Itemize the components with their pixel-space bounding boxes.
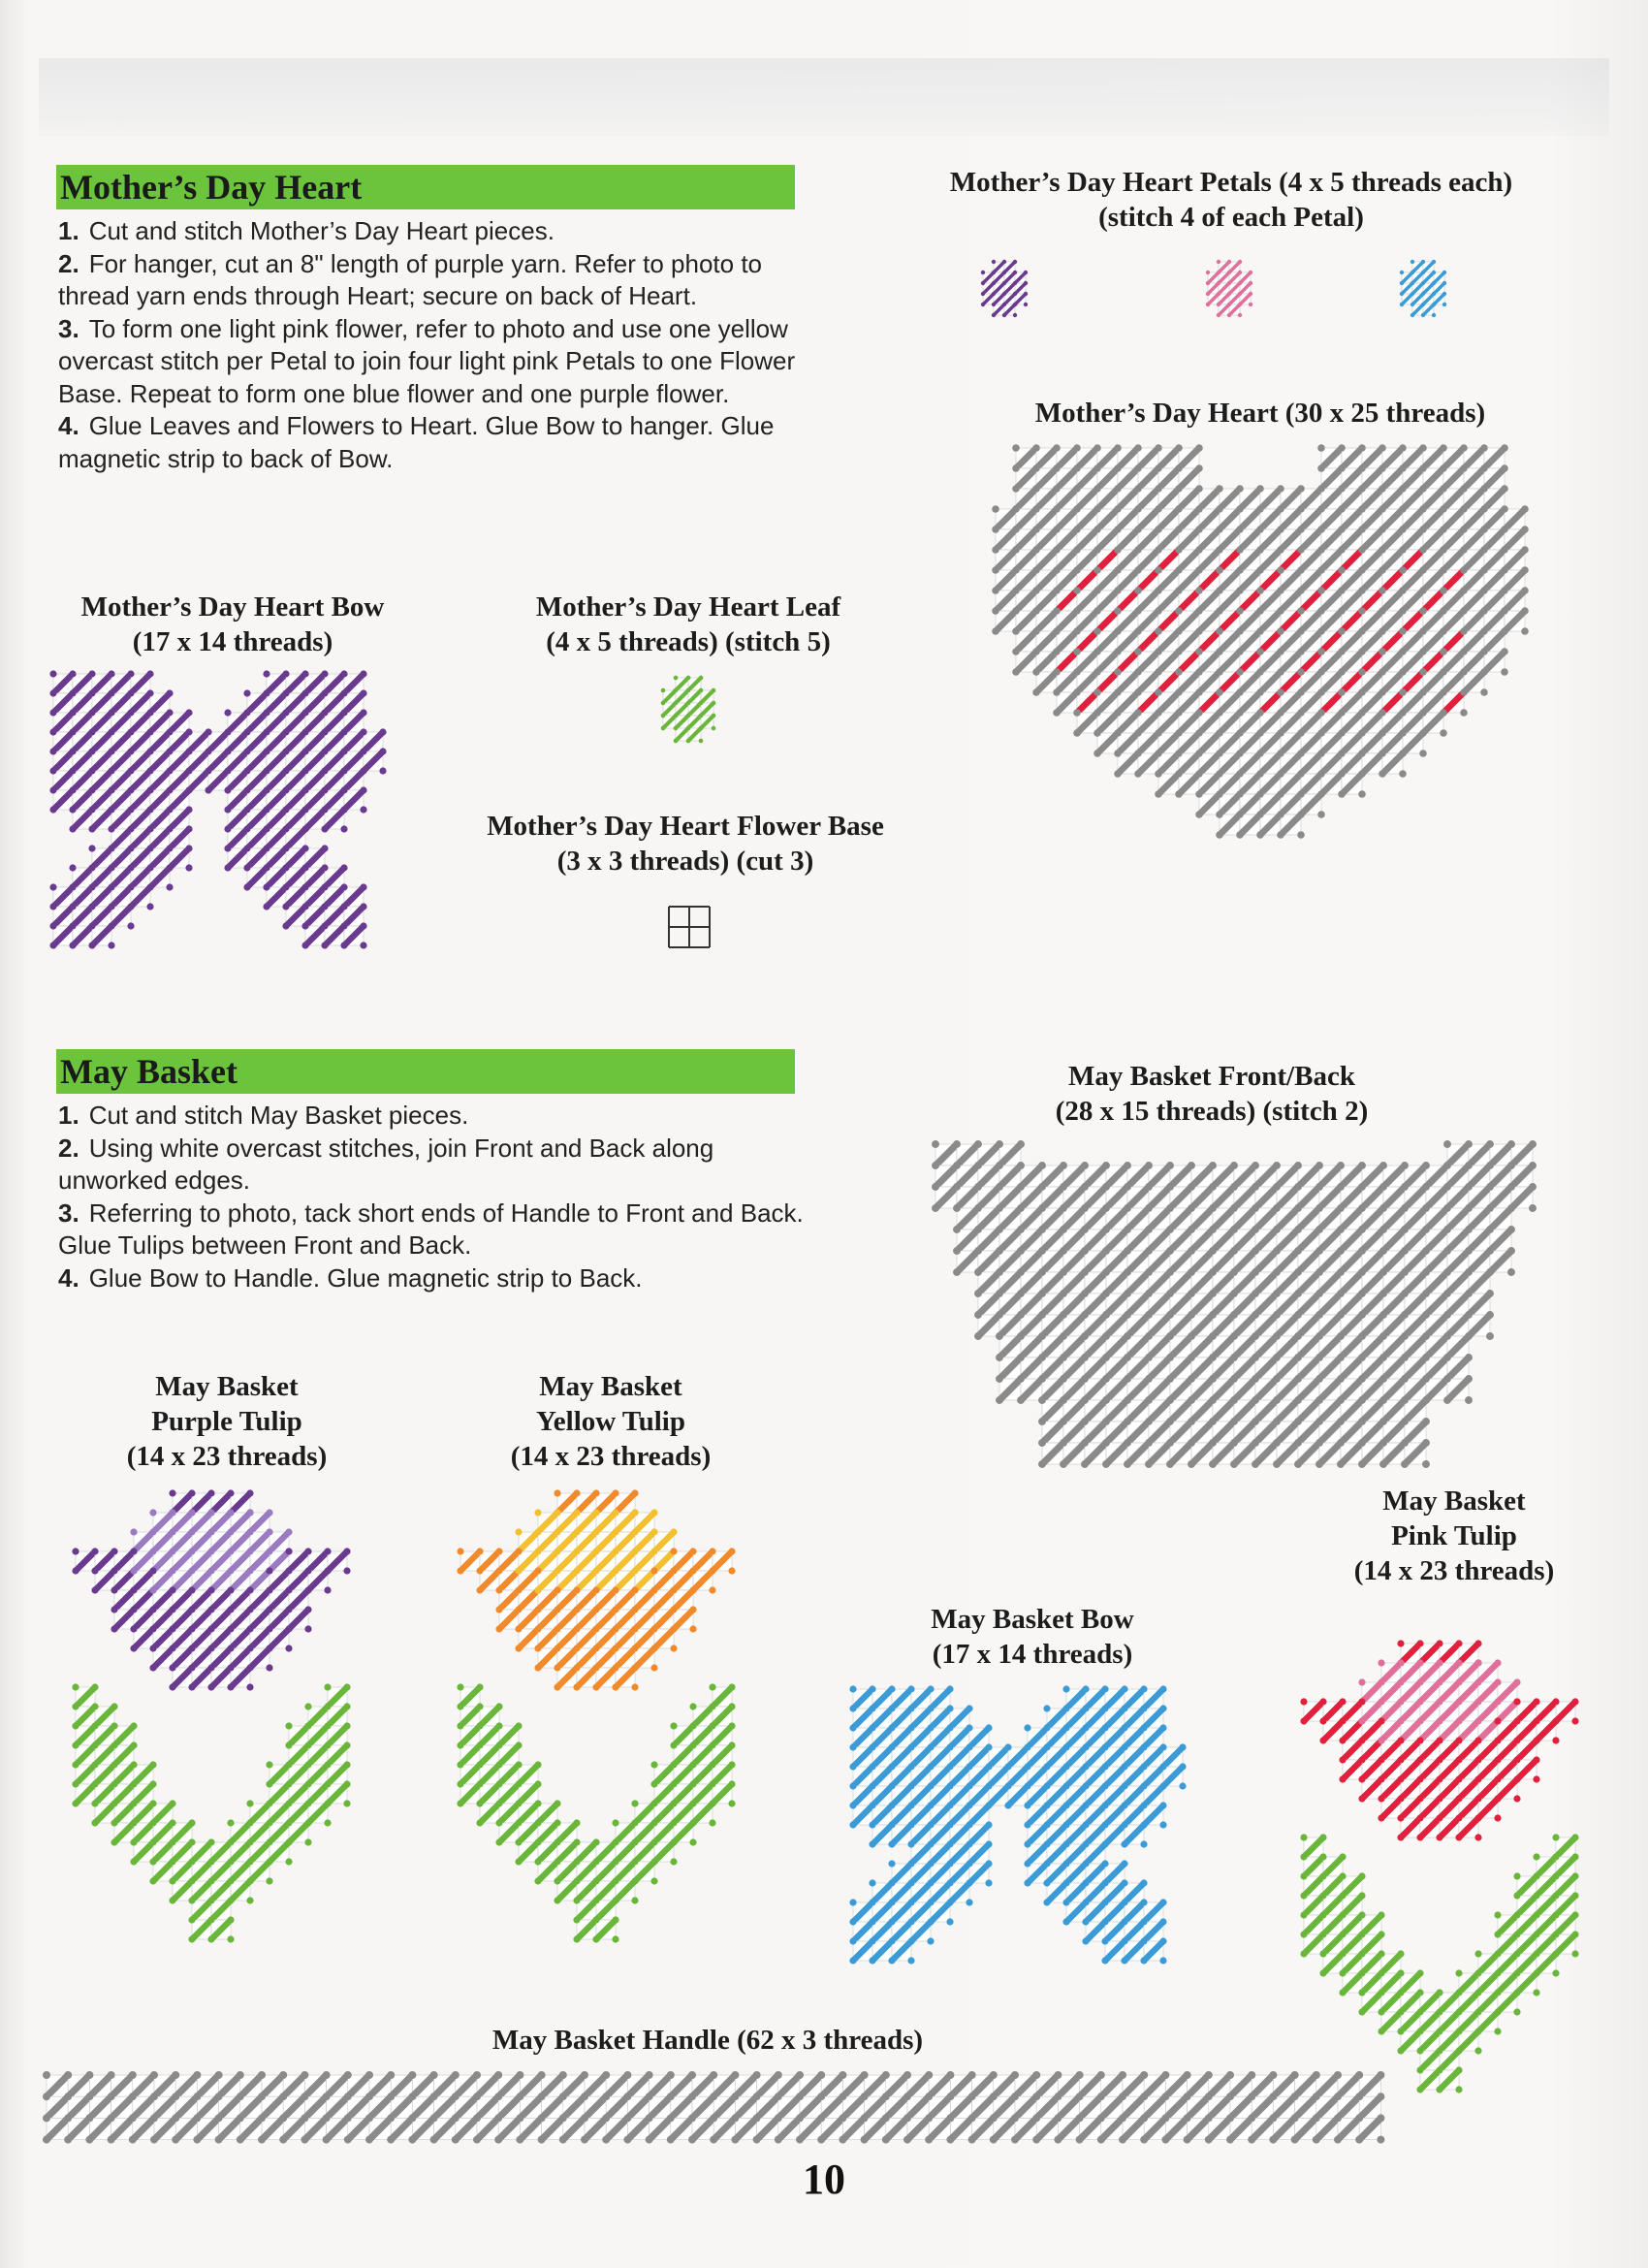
- bleed-through-header: [39, 58, 1609, 136]
- mothers-day-heart-heading: Mother’s Day Heart: [56, 165, 795, 209]
- tulip-stitches: [1304, 1644, 1575, 2090]
- flower-base-chart-label: Mother’s Day Heart Flower Base (3 x 3 threads) (cut 3): [487, 811, 884, 877]
- instruction-step: 3. To form one light pink flower, refer to photo and use one yellow overcast stitch per Petal to join four light pink Petals to one Flower Base. Repeat to form one blue flower and one purple flower.: [58, 313, 796, 408]
- purple-tulip-chart-label: May Basket Purple Tulip (14 x 23 threads): [126, 1371, 328, 1472]
- handle-chart-label: May Basket Handle (62 x 3 threads): [491, 2025, 924, 2056]
- heart-bow-chart-label: Mother’s Day Heart Bow (17 x 14 threads): [80, 591, 385, 657]
- instruction-step: 2. For hanger, cut an 8" length of purple yarn. Refer to photo to thread yarn ends through Heart; secure on back of Heart.: [58, 248, 763, 310]
- tulip-stitches: [460, 1493, 732, 1939]
- basket-bow-chart: [853, 1689, 1212, 1956]
- bow-stitches: [853, 1689, 1183, 1961]
- petal-stitches: [983, 262, 1026, 315]
- flower-base-chart: [666, 904, 713, 950]
- instruction-step: 4. Glue Bow to Handle. Glue magnetic strip to Back.: [58, 1262, 643, 1293]
- yellow-tulip-chart: [460, 1493, 761, 1939]
- instruction-step: 1. Cut and stitch Mother’s Day Heart pieces.: [58, 216, 555, 245]
- petal-stitches: [1402, 262, 1444, 315]
- heart-leaf-chart: [655, 674, 723, 771]
- purple-petal-chart: [977, 258, 1031, 355]
- page-number: 10: [803, 2156, 845, 2203]
- heart-leaf-chart-label: Mother’s Day Heart Leaf (4 x 5 threads) (stitch 5): [535, 591, 841, 657]
- bow-stitches: [53, 674, 383, 945]
- instruction-step: 2. Using white overcast stitches, join Front and Back along unworked edges.: [58, 1133, 714, 1195]
- handle-stitches: [47, 2075, 1380, 2140]
- petal-stitches: [1208, 262, 1251, 315]
- heart-bow-chart: [53, 674, 412, 941]
- basket-bow-chart-label: May Basket Bow (17 x 14 threads): [931, 1604, 1134, 1670]
- handle-chart: [47, 2075, 1388, 2124]
- pink-petal-chart: [1202, 258, 1256, 355]
- heart-chart-label: Mother’s Day Heart (30 x 25 threads): [1034, 398, 1486, 429]
- pink-tulip-chart: [1304, 1644, 1604, 2090]
- instruction-step: 1. Cut and stitch May Basket pieces.: [58, 1101, 469, 1130]
- blue-petal-chart: [1396, 258, 1450, 355]
- pink-tulip-chart-label: May Basket Pink Tulip (14 x 23 threads): [1353, 1485, 1555, 1586]
- tulip-stitches: [76, 1493, 347, 1939]
- heart-chart: [955, 448, 1595, 991]
- may-basket-instructions: [58, 1100, 805, 1294]
- leaf-stitches: [663, 678, 713, 741]
- mothers-day-heart-instructions: [58, 215, 805, 475]
- yellow-tulip-chart-label: May Basket Yellow Tulip (14 x 23 threads): [510, 1371, 712, 1472]
- basket-front-chart-label: May Basket Front/Back (28 x 15 threads) (stitch 2): [1055, 1061, 1369, 1127]
- may-basket-heading: May Basket: [56, 1049, 795, 1094]
- purple-tulip-chart: [76, 1493, 376, 1939]
- instruction-step: 3. Referring to photo, tack short ends of Handle to Front and Back. Glue Tulips between Front and Back.: [58, 1198, 804, 1260]
- instruction-step: 4. Glue Leaves and Flowers to Heart. Glue Bow to hanger. Glue magnetic strip to back of Bow.: [58, 411, 775, 473]
- petals-chart-label: Mother’s Day Heart Petals (4 x 5 threads each) (stitch 4 of each Petal): [949, 167, 1513, 233]
- basket-front-chart: [935, 1144, 1556, 1454]
- basket-stitches: [935, 1144, 1533, 1464]
